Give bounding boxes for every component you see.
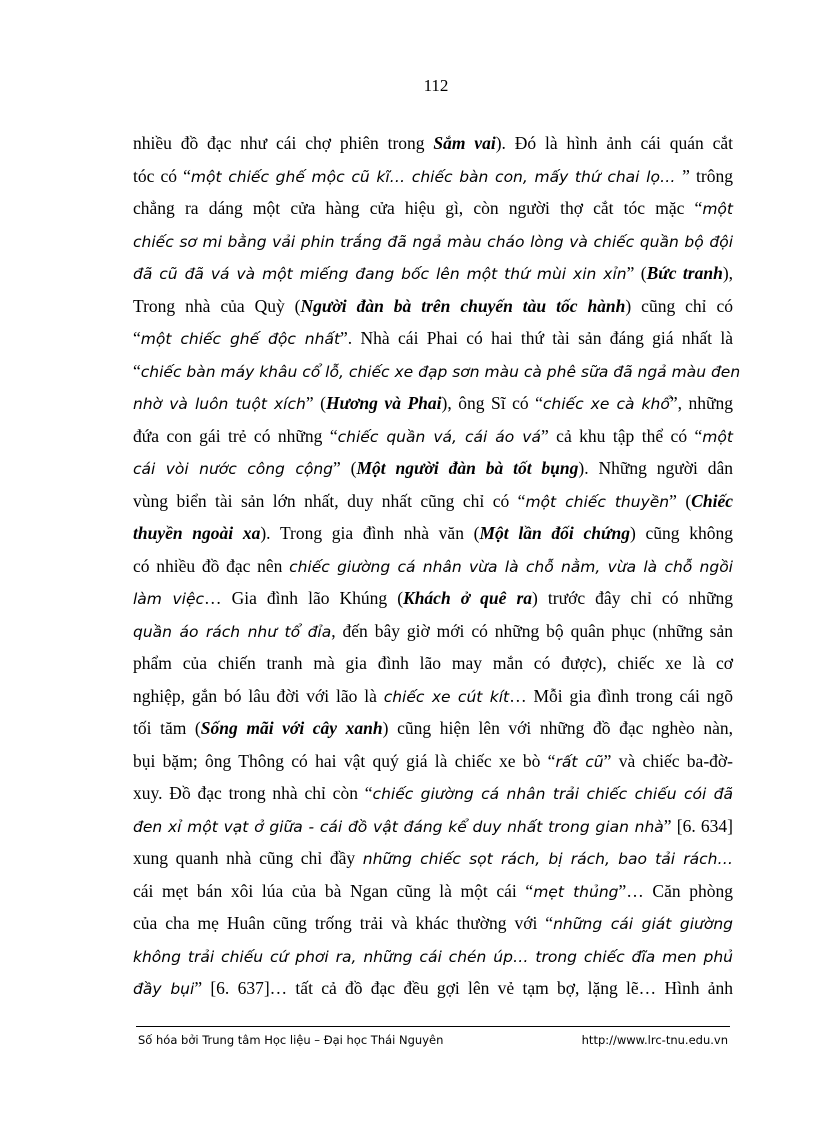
work-title: Một lần đối chứng [479, 523, 630, 543]
footer-url: http://www.lrc-tnu.edu.vn [581, 1033, 728, 1047]
text-line [133, 875, 733, 908]
text-line [133, 907, 733, 940]
work-title: Sắm vai [433, 133, 496, 153]
text-line [133, 647, 733, 680]
quotation: đã cũ đã vá và một miếng đang bốc lên một thứ mùi xin xỉn [133, 265, 627, 283]
quotation: chiếc xe cút kít [383, 687, 510, 706]
text-line [133, 485, 733, 518]
text-run: ” và chiếc ba-đờ- [603, 750, 733, 771]
text-run: đứa con gái trẻ có những “ [133, 425, 338, 446]
text-run: ”, những [669, 393, 733, 413]
text-run: ) cũng hiện lên với những đồ đạc nghèo nàn, [382, 718, 734, 738]
text-line [133, 582, 733, 615]
text-run: ” [6. 634] [663, 815, 733, 836]
work-title: thuyền ngoài xa [133, 523, 261, 543]
text-run: “ [133, 328, 141, 348]
text-run: xuy. Đồ đạc trong nhà chỉ còn “ [133, 783, 373, 803]
text-line [133, 127, 733, 160]
quotation: làm việc [133, 590, 205, 608]
text-run: … Gia đình lão Khúng ( [204, 588, 404, 608]
quotation: nhờ và luôn tuột xích [133, 395, 306, 413]
text-line [133, 712, 733, 745]
work-title: Một người đàn bà tốt bụng [356, 458, 579, 478]
text-line [133, 842, 733, 875]
quotation: đầy bụi [133, 980, 195, 998]
text-line [133, 225, 733, 258]
quotation: chiếc quần vá, cái áo vá [337, 427, 541, 446]
quotation: những cái giát giường [553, 915, 734, 933]
work-title: Hương và Phai [325, 393, 442, 413]
text-run: tóc có “ [133, 165, 191, 186]
text-line [133, 810, 733, 843]
text-run: ), ông Sĩ có “ [441, 393, 543, 413]
text-line [133, 777, 733, 810]
text-run: ” ( [332, 458, 357, 478]
text-line [133, 550, 733, 583]
text-run: ”. Nhà cái Phai có hai thứ tài sản đáng giá nhất là [340, 328, 734, 348]
quotation: một chiếc ghế mộc cũ kĩ… chiếc bàn con, mấy thứ chai lọ… [190, 167, 683, 186]
footer-divider [136, 1026, 730, 1027]
text-run: “ [133, 360, 141, 381]
text-run: ). Trong gia đình nhà văn ( [260, 523, 480, 543]
text-run: ”… Căn phòng [618, 880, 734, 901]
text-run: nghiệp, gắn bó lâu đời với lão là [133, 685, 384, 706]
work-title: Sống mãi với cây xanh [200, 718, 383, 738]
quotation: những chiếc sọt rách, bị rách, bao tải rách… [362, 850, 733, 868]
quotation: một [702, 427, 733, 446]
work-title: Khách ở quê ra [403, 588, 533, 608]
quotation: cái vòi nước công cộng [133, 460, 333, 478]
text-run: ). Những người dân [578, 458, 733, 478]
text-run: chẳng ra dáng một cửa hàng cửa hiệu gì, còn người thợ cắt tóc mặc “ [133, 198, 703, 218]
text-line [133, 257, 733, 290]
text-run: phẩm của chiến tranh mà gia đình lão may mắn có được), chiếc xe là cơ [133, 653, 733, 673]
text-run: tối tăm ( [133, 718, 201, 738]
text-line [133, 745, 733, 778]
quotation: chiếc giường cá nhân vừa là chỗ nằm, vừa là chỗ ngồi [289, 557, 733, 576]
quotation: chiếc bàn máy khâu cổ lỗ, chiếc xe đạp sơn màu cà phê sữa đã ngả màu đen [140, 362, 741, 381]
footer-source-credit: Số hóa bởi Trung tâm Học liệu – Đại học Thái Nguyên [138, 1033, 444, 1047]
text-line [133, 972, 733, 1005]
body-text [133, 127, 741, 1005]
quotation: không trải chiếu cứ phơi ra, những cái chén úp… trong chiếc đĩa men phủ [133, 947, 733, 966]
text-run: vùng biển tài sản lớn nhất, duy nhất cũng chỉ có “ [133, 490, 526, 511]
quotation: rất cũ [555, 752, 604, 771]
text-run: có nhiều đồ đạc nên [133, 555, 290, 576]
quotation: một [702, 200, 733, 218]
text-run: nhiều đồ đạc như cái chợ phiên trong [133, 133, 434, 153]
text-run: của cha mẹ Huân cũng trống trải và khác thường với “ [133, 913, 554, 933]
text-run: ” ( [305, 393, 326, 413]
quotation: quần áo rách như tổ đỉa [133, 622, 332, 641]
page-number: 112 [423, 76, 449, 95]
text-line [133, 387, 733, 420]
text-line [133, 322, 733, 355]
quotation: mẹt thủng [533, 882, 619, 901]
quotation: một chiếc thuyền [525, 492, 670, 511]
text-run: bụi bặm; ông Thông có hai vật quý giá là chiếc xe bò “ [133, 750, 556, 771]
text-line [133, 355, 741, 388]
text-run: , đến bây giờ mới có những bộ quân phục (những sản [331, 620, 733, 641]
text-run: ” ( [626, 263, 647, 283]
work-title: Người đàn bà trên chuyến tàu tốc hành [300, 295, 626, 316]
text-line [133, 517, 733, 550]
text-run: ) cũng chỉ có [625, 295, 733, 316]
text-run: xung quanh nhà cũng chỉ đầy [133, 848, 363, 868]
quotation: chiếc sơ mi bằng vải phin trắng đã ngả màu cháo lòng và chiếc quần bộ đội [133, 232, 733, 251]
text-run: ” [6. 637]… tất cả đồ đạc đều gợi lên vẻ tạm bợ, lặng lẽ… Hình ảnh [194, 978, 733, 998]
text-line [133, 420, 733, 453]
text-run: Trong nhà của Quỳ ( [133, 295, 301, 316]
text-line [133, 290, 733, 323]
text-run: cái mẹt bán xôi lúa của bà Ngan cũng là một cái “ [133, 880, 534, 901]
text-line [133, 192, 733, 225]
quotation: đen xỉ một vạt ở giữa - cái đồ vật đáng kể duy nhất trong gian nhà [133, 817, 664, 836]
work-title: Chiếc [691, 490, 733, 511]
text-line [133, 615, 733, 648]
text-run: ) cũng không [629, 523, 733, 543]
text-run: ). Đó là hình ảnh cái quán cắt [495, 133, 733, 153]
text-line [133, 940, 733, 973]
text-run: … Mỗi gia đình trong cái ngõ [509, 685, 733, 706]
text-line [133, 160, 733, 193]
quotation: một chiếc ghế độc nhất [140, 330, 341, 348]
work-title: Bức tranh [646, 263, 723, 283]
text-run: ) trước đây chỉ có những [532, 588, 733, 608]
quotation: chiếc giường cá nhân trải chiếc chiếu cói đã [372, 785, 733, 803]
text-line [133, 680, 733, 713]
text-line [133, 452, 733, 485]
quotation: chiếc xe cà khổ [542, 395, 670, 413]
text-run: ” trông [682, 165, 733, 186]
text-run: ” ( [669, 490, 692, 511]
text-run: ” cả khu tập thể có “ [540, 425, 703, 446]
text-run: ), [722, 263, 734, 283]
